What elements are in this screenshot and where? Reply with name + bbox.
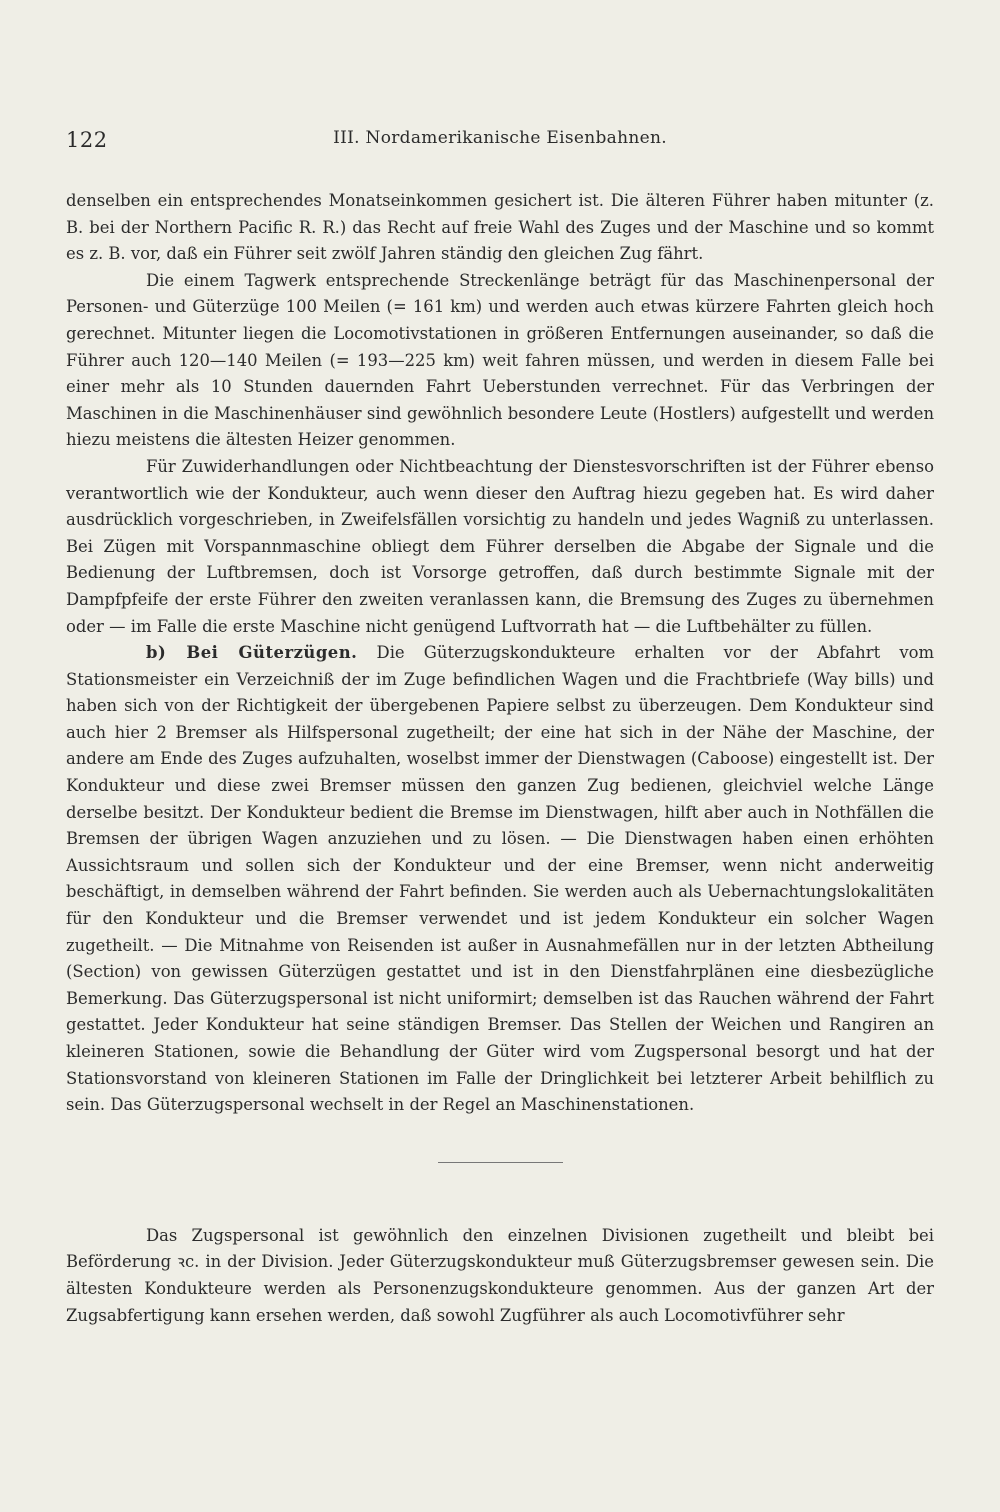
- page-number: 122: [66, 128, 108, 152]
- paragraph-zuwiderhandlungen: Für Zuwiderhandlungen oder Nichtbeachtung der Dienstesvorschriften ist der Führer ebenso verantwortlich wie der Kondukteur, auch wenn dieser den Auftrag hiezu gegeben hat. Es wird daher ausdrücklich vorgeschrieben, in Zweifelsfällen vorsichtig zu handeln und jedes Wagniß zu unterlassen. Bei Zügen mit Vorspannmaschine obliegt dem Führer derselben die Abgabe der Signale und die Bedienung der Luftbremsen, doch ist Vorsorge getroffen, daß durch bestimmte Signale mit der Dampfpfeife der erste Führer den zweiten veranlassen kann, die Bremsung des Zuges zu übernehmen oder — im Falle die erste Maschine nicht genügend Luftvorrath hat — die Luftbehälter zu füllen.: [66, 456, 934, 636]
- section-divider: [438, 1162, 563, 1163]
- page-body: [66, 188, 934, 1119]
- running-title: III. Nordamerikanische Eisenbahnen.: [333, 128, 667, 148]
- paragraph-continuation: denselben ein entsprechendes Monatseinkommen gesichert ist. Die älteren Führer haben mitunter (z. B. bei der Northern Pacific R. R.) das Recht auf freie Wahl des Zuges und der Maschine und so kommt es z. B. vor, daß ein Führer seit zwölf Jahren ständig den gleichen Zug fährt.: [66, 191, 934, 264]
- paragraph-zugspersonal: Das Zugspersonal ist gewöhnlich den einzelnen Divisionen zugetheilt und bleibt bei Beförderung ꝛc. in der Division. Jeder Güterzugskondukteur muß Güterzugsbremser gewesen sein. Die ältesten Kondukteure werden als Personenzugskondukteure genommen. Aus der ganzen Art der Zugsabfertigung kann ersehen werden, daß sowohl Zugführer als auch Locomotivführer sehr: [66, 1225, 934, 1325]
- section-heading-b: b) Bei Güterzügen.: [146, 643, 358, 663]
- page-header: [66, 128, 934, 168]
- paragraph-gueterzuege: [66, 640, 934, 1119]
- page-body-continued: [66, 1223, 934, 1329]
- section-b-text: Die Güterzugskondukteure erhalten vor der Abfahrt vom Stationsmeister ein Verzeichniß der im Zuge befindlichen Wagen und die Frachtbriefe (Way bills) und haben sich von der Richtigkeit der übergebenen Papiere selbst zu überzeugen. Dem Kondukteur sind auch hier 2 Bremser als Hilfspersonal zugetheilt; der eine hat sich in der Nähe der Maschine, der andere am Ende des Zuges aufzuhalten, woselbst immer der Dienstwagen (Caboose) eingestellt ist. Der Kondukteur und diese zwei Bremser müssen den ganzen Zug bedienen, gleichviel welche Länge derselbe besitzt. Der Kondukteur bedient die Bremse im Dienstwagen, hilft aber auch in Nothfällen die Bremsen der übrigen Wagen anzuziehen und zu lösen. — Die Dienstwagen haben einen erhöhten Aussichtsraum und sollen sich der Kondukteur und der eine Bremser, wenn nicht anderweitig beschäftigt, in demselben während der Fahrt befinden. Sie werden auch als Uebernachtungslokalitäten für den Kondukteur und die Bremser verwendet und ist jedem Kondukteur ein solcher Wagen zugetheilt. — Die Mitnahme von Reisenden ist außer in Ausnahmefällen nur in der letzten Abtheilung (Section) von gewissen Güterzügen gestattet und ist in den Dienstfahrplänen eine diesbezügliche Bemerkung. Das Güterzugspersonal ist nicht uniformirt; demselben ist das Rauchen während der Fahrt gestattet. Jeder Kondukteur hat seine ständigen Bremser. Das Stellen der Weichen und Rangiren an kleineren Stationen, sowie die Behandlung der Güter wird vom Zugspersonal besorgt und hat der Stationsvorstand von kleineren Stationen im Falle der Dringlichkeit bei letzterer Arbeit behilflich zu sein. Das Güterzugspersonal wechselt in der Regel an Maschinenstationen.: [66, 643, 934, 1115]
- paragraph-streckenlaenge: Die einem Tagwerk entsprechende Streckenlänge beträgt für das Maschinenpersonal der Personen- und Güterzüge 100 Meilen (= 161 km) und werden auch etwas kürzere Fahrten gleich hoch gerechnet. Mitunter liegen die Locomotivstationen in größeren Entfernungen auseinander, so daß die Führer auch 120—140 Meilen (= 193—225 km) weit fahren müssen, und werden in diesem Falle bei einer mehr als 10 Stunden dauernden Fahrt Ueberstunden verrechnet. Für das Verbringen der Maschinen in die Maschinenhäuser sind gewöhnlich besondere Leute (Hostlers) aufgestellt und werden hiezu meistens die ältesten Heizer genommen.: [66, 270, 934, 450]
